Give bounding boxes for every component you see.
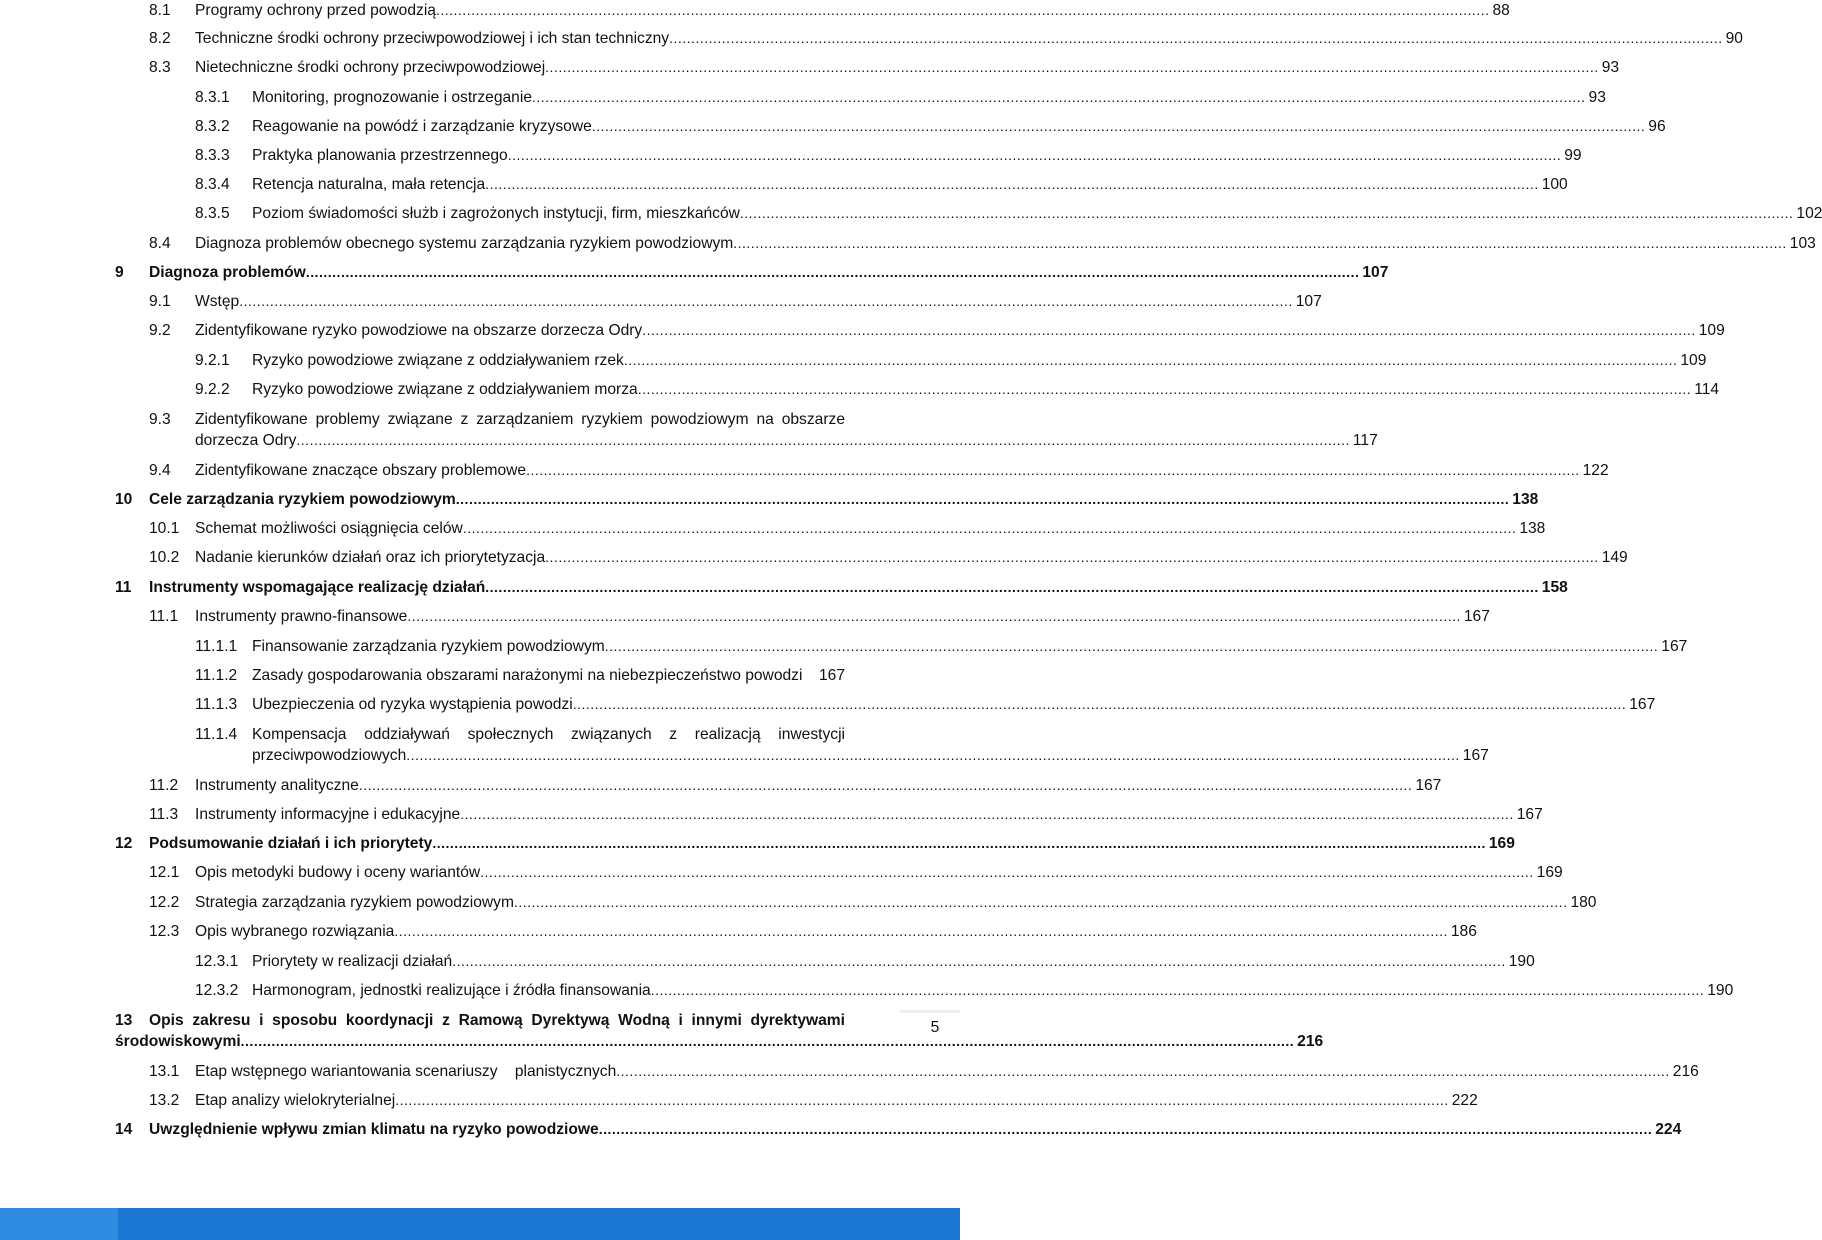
toc-entry-line <box>195 28 1743 49</box>
toc-entry-line <box>195 804 1543 825</box>
toc-entry-title: Etap analizy wielokryterialnej <box>195 1092 396 1109</box>
toc-entry-title-line2: przeciwpowodziowych <box>252 747 407 764</box>
toc-entry-line <box>195 921 1477 942</box>
toc-entry-page: 107 <box>1362 264 1389 281</box>
toc-entry-title: Opis metodyki budowy i oceny wariantów <box>195 864 481 881</box>
toc-entry-title: Zasady gospodarowania obszarami narażonymi na niebezpieczeństwo powodzi <box>252 667 803 684</box>
toc-entry-line2 <box>115 1031 1324 1052</box>
toc-entry-number: 11.3 <box>149 806 179 823</box>
toc-entry-title: Cele zarządzania ryzykiem powodziowym <box>149 491 456 508</box>
toc-entry-number: 11.2 <box>149 777 179 794</box>
toc-entry[interactable] <box>195 87 1606 108</box>
toc-entry-number: 11.1 <box>149 608 179 625</box>
toc-entry-title: Praktyka planowania przestrzennego <box>252 147 508 164</box>
toc-entry-page: 222 <box>1451 1092 1478 1109</box>
toc-entry-number: 12.1 <box>149 864 180 881</box>
toc-entry-line <box>195 862 1563 883</box>
toc-entry[interactable] <box>149 606 1490 627</box>
toc-entry[interactable] <box>149 804 1543 825</box>
toc-entry-page: 88 <box>1492 2 1510 19</box>
toc-entry-title: Retencja naturalna, mała retencja <box>252 176 486 193</box>
dot-leader: ................................................................................................................................................................................................................................................ <box>452 953 1506 969</box>
toc-entry-title: Instrumenty wspomagające realizację działań <box>149 579 486 596</box>
toc-entry-line <box>252 665 845 686</box>
toc-entry[interactable] <box>115 1010 1324 1052</box>
toc-entry-line <box>252 174 1568 195</box>
toc-entry-line <box>252 350 1707 371</box>
toc-entry-title: Harmonogram, jednostki realizujące i źródła finansowania <box>252 982 651 999</box>
toc-entry-page: 224 <box>1655 1121 1682 1138</box>
toc-entry-title: Diagnoza problemów obecnego systemu zarządzania ryzykiem powodziowym <box>195 235 734 252</box>
toc-entry-number: 9.1 <box>149 293 171 310</box>
dot-leader: ................................................................................................................................................................................................................................................ <box>305 264 1360 280</box>
toc-entry[interactable] <box>195 174 1568 195</box>
toc-entry-number: 13.1 <box>149 1063 180 1080</box>
toc-entry-page: 158 <box>1541 579 1568 596</box>
toc-entry-line <box>252 379 1720 400</box>
toc-entry-line <box>252 636 1688 657</box>
toc-entry-line <box>195 1090 1478 1111</box>
toc-entry-title-line1: Zidentyfikowane problemy związane z zarządzaniem ryzykiem powodziowym na obszarze <box>195 411 845 428</box>
toc-entry-page: 138 <box>1519 520 1546 537</box>
toc-entry[interactable] <box>195 951 1535 972</box>
toc-entry-number: 8.3.1 <box>195 89 230 106</box>
toc-entry-page: 99 <box>1564 147 1582 164</box>
toc-entry[interactable] <box>149 233 1816 254</box>
toc-entry-number: 11 <box>115 579 132 596</box>
dot-leader: ................................................................................................................................................................................................................................................ <box>572 696 1627 712</box>
toc-entry-number: 8.2 <box>149 30 171 47</box>
toc-entry-title: Monitoring, prognozowanie i ostrzeganie <box>252 89 532 106</box>
toc-entry[interactable] <box>195 636 1688 657</box>
toc-entry-line2 <box>195 430 1378 451</box>
toc-entry[interactable] <box>149 1090 1478 1111</box>
toc-entry-title-line2: dorzecza Odry <box>195 432 297 449</box>
toc-entry-title: Ryzyko powodziowe związane z oddziaływaniem rzek <box>252 352 624 369</box>
dot-leader: ................................................................................................................................................................................................................................................ <box>462 520 1517 536</box>
dot-leader: ................................................................................................................................................................................................................................................ <box>455 491 1510 507</box>
toc-entry-line <box>195 1061 1699 1082</box>
toc-entry-title: Strategia zarządzania ryzykiem powodziowym <box>195 894 514 911</box>
toc-entry-line <box>252 87 1606 108</box>
toc-entry-title: Instrumenty prawno-finansowe <box>195 608 408 625</box>
dot-leader: ................................................................................................................................................................................................................................................ <box>637 381 1692 397</box>
toc-entry-title-line1: Opis zakresu i sposobu koordynacji z Ramową Dyrektywą Wodną i innymi dyrektywami <box>149 1012 845 1029</box>
toc-entry-number: 12.3 <box>149 923 180 940</box>
toc-entry-title: Opis wybranego rozwiązania <box>195 923 395 940</box>
toc-entry-page: 122 <box>1582 462 1609 479</box>
toc-entry-number: 9 <box>115 264 124 281</box>
toc-entry-title: Uwzględnienie wpływu zmian klimatu na ryzyko powodziowe <box>149 1121 599 1138</box>
toc-entry-number: 11.1.2 <box>195 667 238 684</box>
toc-entry-line <box>149 1119 1682 1140</box>
dot-leader: ................................................................................................................................................................................................................................................ <box>532 89 1586 105</box>
toc-entry-line <box>149 262 1389 283</box>
toc-entry-line <box>252 694 1656 715</box>
toc-entry-number: 11.1.3 <box>195 696 238 713</box>
dot-leader: ................................................................................................................................................................................................................................................ <box>485 579 1539 595</box>
toc-entry-title-line1: Kompensacja oddziaływań społecznych związanych z realizacją inwestycji <box>252 726 845 743</box>
toc-entry-number: 9.2.2 <box>195 381 230 398</box>
toc-entry[interactable] <box>149 862 1563 883</box>
toc-entry-page: 190 <box>1707 982 1734 999</box>
toc-entry[interactable] <box>149 1061 1699 1082</box>
toc-entry-line <box>195 320 1725 341</box>
toc-entry[interactable] <box>149 547 1628 568</box>
toc-entry-page: 93 <box>1588 89 1606 106</box>
toc-entry-page: 107 <box>1295 293 1322 310</box>
toc-entry-title: Priorytety w realizacji działań <box>252 953 453 970</box>
dot-leader: ................................................................................................................................................................................................................................................ <box>480 864 1534 880</box>
toc-entry-line <box>195 606 1490 627</box>
toc-entry-page: 169 <box>1536 864 1563 881</box>
toc-entry-page: 109 <box>1680 352 1707 369</box>
toc-entry[interactable] <box>149 518 1546 539</box>
toc-entry-number: 8.1 <box>149 2 171 19</box>
toc-entry-number: 9.2 <box>149 322 171 339</box>
footer-bar <box>0 1208 960 1240</box>
toc-entry-title: Schemat możliwości osiągnięcia celów <box>195 520 463 537</box>
toc-entry-page: 190 <box>1508 953 1535 970</box>
toc-entry-number: 8.4 <box>149 235 171 252</box>
toc-entry-line <box>195 233 1816 254</box>
dot-leader: ................................................................................................................................................................................................................................................ <box>526 462 1580 478</box>
toc-entry-number: 11.1.1 <box>195 638 238 655</box>
toc-entry-line <box>149 833 1515 854</box>
toc-entry-number: 9.4 <box>149 462 171 479</box>
toc-entry-title: Ubezpieczenia od ryzyka wystąpienia powodzi <box>252 696 573 713</box>
toc-entry-number: 10 <box>115 491 133 508</box>
page-number: 5 <box>930 1019 940 1036</box>
toc-entry-page: 117 <box>1352 432 1378 449</box>
dot-leader: ................................................................................................................................................................................................................................................ <box>358 777 1413 793</box>
toc-entry-page: 167 <box>1629 696 1656 713</box>
toc-entry[interactable] <box>149 775 1442 796</box>
toc-entry-line <box>149 489 1539 510</box>
toc-entry-number: 11.1.4 <box>195 726 238 743</box>
toc-entry[interactable] <box>195 203 1822 224</box>
toc-entry-number: 14 <box>115 1121 133 1138</box>
toc-entry-page: 216 <box>1672 1063 1699 1080</box>
dot-leader: ................................................................................................................................................................................................................................................ <box>435 2 1490 18</box>
dot-leader: ................................................................................................................................................................................................................................................ <box>240 1033 1295 1049</box>
toc-entry-title-line2: środowiskowymi <box>115 1033 241 1050</box>
toc-entry[interactable] <box>149 57 1620 78</box>
toc-entry-number: 12.3.2 <box>195 982 239 999</box>
toc-entry-line2 <box>252 745 1489 766</box>
toc-entry[interactable] <box>195 379 1720 400</box>
dot-leader: ................................................................................................................................................................................................................................................ <box>733 235 1787 251</box>
toc-entry-number: 12 <box>115 835 133 852</box>
toc-entry[interactable] <box>149 291 1322 312</box>
toc-entry[interactable] <box>195 116 1666 137</box>
toc-entry[interactable] <box>149 460 1609 481</box>
toc-entry-page: 138 <box>1512 491 1539 508</box>
toc-entry-line <box>195 775 1442 796</box>
dot-leader: ................................................................................................................................................................................................................................................ <box>432 835 1486 851</box>
dot-leader: ................................................................................................................................................................................................................................................ <box>485 176 1539 192</box>
dot-leader: ................................................................................................................................................................................................................................................ <box>545 549 1599 565</box>
toc-entry-title: Zidentyfikowane znaczące obszary problemowe <box>195 462 527 479</box>
toc-entry-title: Zidentyfikowane ryzyko powodziowe na obszarze dorzecza Odry <box>195 322 643 339</box>
dot-leader: ................................................................................................................................................................................................................................................ <box>460 806 1514 822</box>
toc-entry-line <box>252 116 1666 137</box>
dot-leader: ................................................................................................................................................................................................................................................ <box>604 638 1659 654</box>
dot-leader: ................................................................................................................................................................................................................................................ <box>616 1063 1670 1079</box>
toc-entry-page: 169 <box>1488 835 1515 852</box>
dot-leader: ................................................................................................................................................................................................................................................ <box>591 118 1646 134</box>
toc-entry-page: 167 <box>1415 777 1442 794</box>
toc-entry-number: 12.2 <box>149 894 180 911</box>
toc-entry-number: 8.3.4 <box>195 176 230 193</box>
toc-entry-title: Reagowanie na powódź i zarządzanie kryzysowe <box>252 118 592 135</box>
toc-entry-number: 10.2 <box>149 549 180 566</box>
toc-entry-page: 167 <box>1463 608 1490 625</box>
toc-entry[interactable] <box>195 694 1656 715</box>
dot-leader: ................................................................................................................................................................................................................................................ <box>623 352 1678 368</box>
dot-leader: ................................................................................................................................................................................................................................................ <box>513 894 1568 910</box>
toc-entry-line <box>195 0 1510 21</box>
toc-entry-page: 167 <box>1661 638 1688 655</box>
dot-leader: ................................................................................................................................................................................................................................................ <box>394 923 1448 939</box>
toc-entry-title: Poziom świadomości służb i zagrożonych instytucji, firm, mieszkańców <box>252 205 740 222</box>
toc-entry[interactable] <box>115 577 1568 598</box>
toc-entry-page: 109 <box>1698 322 1725 339</box>
dot-leader: ................................................................................................................................................................................................................................................ <box>407 608 1461 624</box>
toc-entry-page: 102 <box>1796 205 1822 222</box>
toc-entry-line <box>195 518 1546 539</box>
toc-entry-page: 90 <box>1725 30 1743 47</box>
toc-entry-page: 216 <box>1297 1033 1324 1050</box>
toc-entry[interactable] <box>149 409 1378 451</box>
toc-entry[interactable] <box>115 262 1389 283</box>
dot-leader: ................................................................................................................................................................................................................................................ <box>650 982 1705 998</box>
toc-entry-title: Instrumenty analityczne <box>195 777 359 794</box>
toc-entry[interactable] <box>149 892 1597 913</box>
toc-entry-page: 96 <box>1648 118 1666 135</box>
dot-leader: ................................................................................................................................................................................................................................................ <box>642 322 1696 338</box>
toc-entry[interactable] <box>115 833 1515 854</box>
toc-entry[interactable] <box>195 350 1707 371</box>
toc-entry-line <box>195 892 1597 913</box>
toc-entry[interactable] <box>115 1119 1682 1140</box>
toc-entry-page: 100 <box>1541 176 1568 193</box>
toc-entry-number: 13 <box>115 1012 133 1029</box>
toc-entry[interactable] <box>149 0 1510 21</box>
toc-entry-number: 13.2 <box>149 1092 180 1109</box>
toc-entry-page: 167 <box>818 667 845 684</box>
toc-entry-line <box>149 577 1568 598</box>
toc-entry-line <box>195 460 1609 481</box>
toc-entry[interactable] <box>149 28 1743 49</box>
toc-entry-number: 9.3 <box>149 411 171 428</box>
toc-entry[interactable] <box>149 320 1725 341</box>
toc-entry-number: 8.3.2 <box>195 118 230 135</box>
toc-entry-line <box>252 951 1535 972</box>
toc-entry[interactable] <box>195 665 845 686</box>
toc-entry-number: 8.3 <box>149 59 171 76</box>
toc-entry-line <box>252 145 1582 166</box>
toc-entry-title: Etap wstępnego wariantowania scenariuszy planistycznych <box>195 1063 617 1080</box>
toc-entry-title: Nadanie kierunków działań oraz ich priorytetyzacja <box>195 549 546 566</box>
dot-leader: ................................................................................................................................................................................................................................................ <box>669 30 1723 46</box>
dot-leader: ................................................................................................................................................................................................................................................ <box>406 747 1460 763</box>
dot-leader: ................................................................................................................................................................................................................................................ <box>598 1121 1653 1137</box>
toc-entry-page: 149 <box>1601 549 1628 566</box>
dot-leader: ................................................................................................................................................................................................................................................ <box>395 1092 1449 1108</box>
toc-entry-number: 8.3.5 <box>195 205 230 222</box>
toc-entry[interactable] <box>195 145 1582 166</box>
toc-entry[interactable] <box>149 921 1477 942</box>
toc-entry-number: 10.1 <box>149 520 180 537</box>
toc-entry-title: Ryzyko powodziowe związane z oddziaływaniem morza <box>252 381 638 398</box>
toc-entry-title: Techniczne środki ochrony przeciwpowodziowej i ich stan techniczny <box>195 30 670 47</box>
dot-leader: ................................................................................................................................................................................................................................................ <box>545 59 1599 75</box>
toc-entry[interactable] <box>195 724 1489 766</box>
toc-entry-title: Wstęp <box>195 293 240 310</box>
toc-entry-page: 93 <box>1601 59 1620 76</box>
toc-entry[interactable] <box>195 980 1734 1001</box>
toc-entry-title: Programy ochrony przed powodzią <box>195 2 436 19</box>
dot-leader: ................................................................................................................................................................................................................................................ <box>296 432 1350 448</box>
dot-leader: ................................................................................................................................................................................................................................................ <box>739 205 1794 221</box>
toc-entry-page: 114 <box>1694 381 1720 398</box>
toc-entry-page: 180 <box>1570 894 1597 911</box>
toc-entry-number: 8.3.3 <box>195 147 230 164</box>
toc-entry-title: Podsumowanie działań i ich priorytety <box>149 835 433 852</box>
toc-entry-number: 12.3.1 <box>195 953 239 970</box>
toc-entry-line <box>252 980 1734 1001</box>
footer-bar-accent <box>0 1208 118 1240</box>
toc-entry-title: Finansowanie zarządzania ryzykiem powodziowym <box>252 638 605 655</box>
toc-entry-number: 9.2.1 <box>195 352 230 369</box>
toc-entry-page: 167 <box>1516 806 1543 823</box>
toc-entry[interactable] <box>115 489 1539 510</box>
toc-entry-page: 186 <box>1450 923 1477 940</box>
toc-entry-title: Diagnoza problemów <box>149 264 306 281</box>
dot-leader: ................................................................................................................................................................................................................................................ <box>507 147 1562 163</box>
toc-entry-line <box>195 57 1620 78</box>
toc-entry-line <box>252 203 1822 224</box>
toc-entry-line <box>195 291 1322 312</box>
toc-entry-title: Nietechniczne środki ochrony przeciwpowodziowej <box>195 59 546 76</box>
toc-entry-page: 103 <box>1789 235 1816 252</box>
dot-leader: ................................................................................................................................................................................................................................................ <box>239 293 1293 309</box>
toc-entry-page: 167 <box>1462 747 1489 764</box>
toc-entry-line <box>195 547 1628 568</box>
toc-entry-title: Instrumenty informacyjne i edukacyjne <box>195 806 461 823</box>
